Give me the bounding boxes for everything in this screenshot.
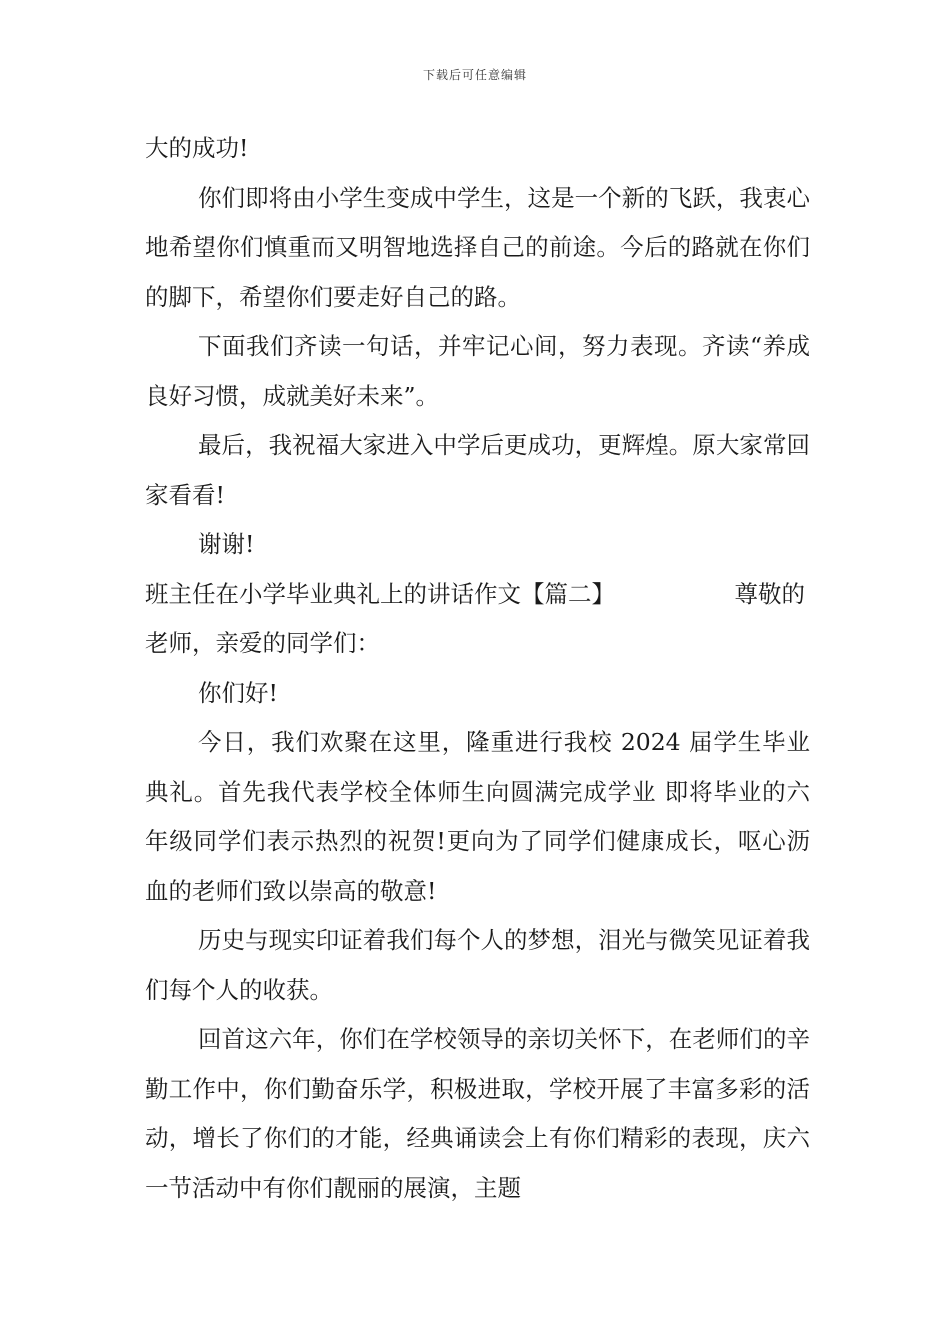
paragraph-4: 最后，我祝福大家进入中学后更成功，更辉煌。原大家常回家看看! bbox=[145, 431, 810, 509]
paragraph-5: 谢谢! bbox=[198, 530, 255, 558]
paragraph-1: 大的成功! bbox=[145, 134, 249, 162]
paragraph-8: 今日，我们欢聚在这里，隆重进行我校 2024 届学生毕业典礼。首先我代表学校全体师生向圆满完成学业 即将毕业的六年级同学们表示热烈的祝贺!更向为了同学们健康成长，呕心沥血的老师们致以崇高的敬意! bbox=[145, 728, 810, 905]
paragraph-9: 历史与现实印证着我们每个人的梦想，泪光与微笑见证着我们每个人的收获。 bbox=[145, 926, 810, 1004]
paragraph-7: 你们好! bbox=[198, 678, 278, 707]
section-heading-tail: 尊敬的 bbox=[734, 579, 805, 608]
section-heading-title: 班主任在小学毕业典礼上的讲话作文【篇二】 bbox=[145, 579, 615, 608]
paragraph-3: 下面我们齐读一句话，并牢记心间，努力表现。齐读“养成良好习惯，成就美好未来”。 bbox=[145, 332, 810, 410]
paragraph-10: 回首这六年，你们在学校领导的亲切关怀下，在老师们的辛勤工作中，你们勤奋乐学，积极进取，学校开展了丰富多彩的活动，增长了你们的才能，经典诵读会上有你们精彩的表现，庆六一节活动中有你们靓丽的展演，主题 bbox=[145, 1025, 810, 1202]
page-header-note: 下载后可任意编辑 bbox=[422, 68, 527, 82]
document-body bbox=[145, 124, 810, 1213]
paragraph-2: 你们即将由小学生变成中学生，这是一个新的飞跃，我衷心地希望你们慎重而又明智地选择自己的前途。今后的路就在你们的脚下，希望你们要走好自己的路。 bbox=[145, 183, 810, 311]
paragraph-6: 老师，亲爱的同学们： bbox=[145, 629, 380, 657]
section-heading-line bbox=[145, 570, 805, 620]
